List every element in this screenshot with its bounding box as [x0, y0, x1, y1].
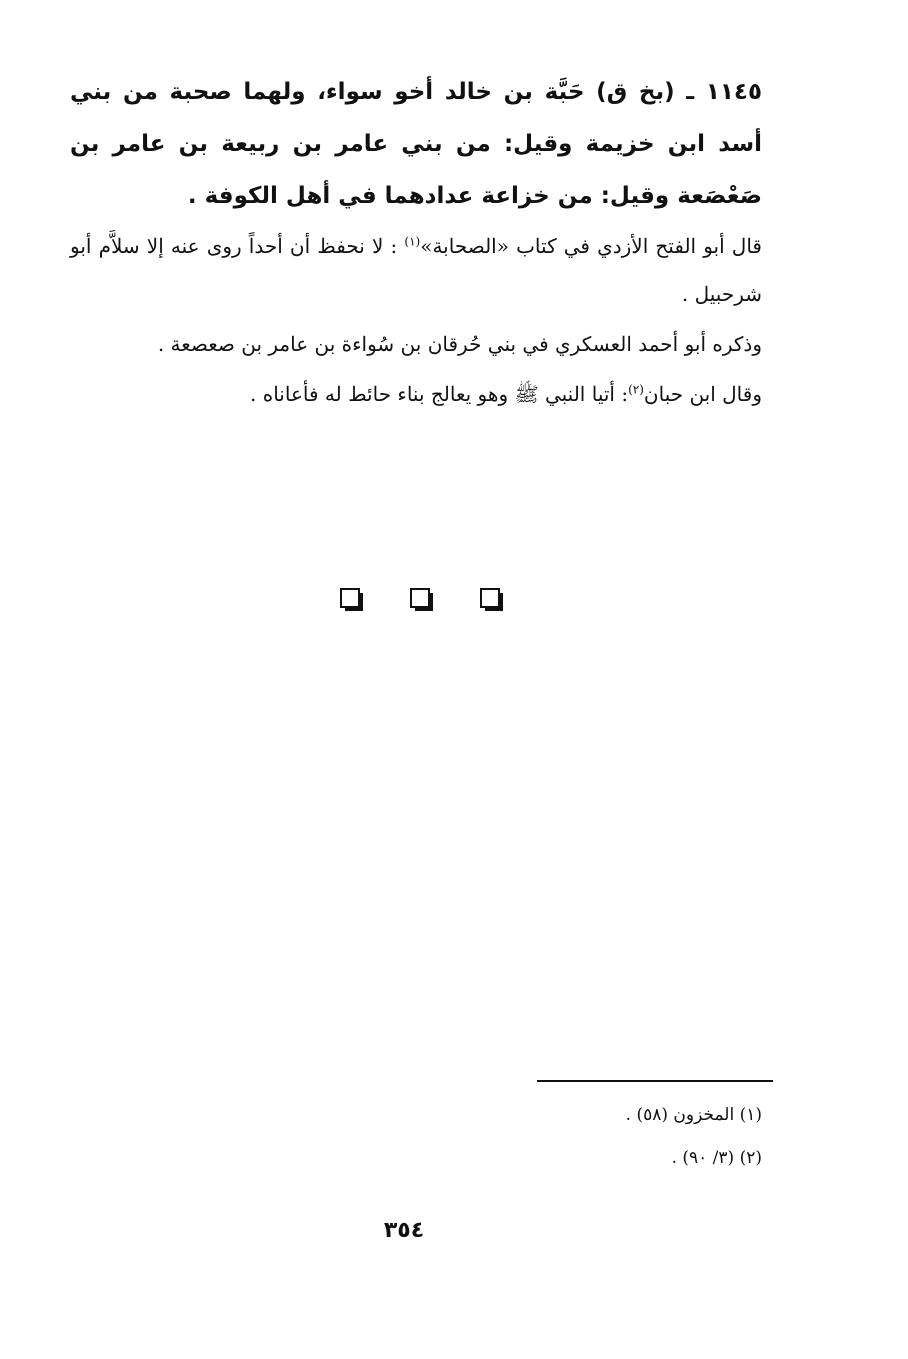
- square-ornament-icon: [410, 588, 430, 608]
- biography-entry: [70, 66, 762, 222]
- paragraph-text: : لا نحفظ أن أحداً روى عنه إلا سلاَّم أبو شرحبيل .: [70, 234, 762, 306]
- footnote-2: (٢) (٣/ ٩٠) .: [671, 1148, 762, 1168]
- paragraph-text: : أتيا النبي ﷺ وهو يعالج بناء حائط له فأعاناه .: [250, 382, 629, 406]
- paragraph-ibn-hibban: [70, 370, 762, 418]
- paragraph-azdi: [70, 222, 762, 318]
- entry-heading-text: ١١٤٥ ـ (بخ ق) حَبَّة بن خالد أخو سواء، ولهما صحبة من بني أسد ابن خزيمة وقيل: من بني عامر بن ربيعة بن عامر بن صَعْصَعة وقيل: من خزاعة عدادهما في أهل الكوفة .: [70, 79, 762, 209]
- square-ornament-icon: [480, 588, 500, 608]
- paragraph-askari: [70, 320, 762, 368]
- section-divider: [340, 588, 500, 612]
- page-number: ٣٥٤: [383, 1218, 425, 1243]
- footnote-1: (١) المخزون (٥٨) .: [625, 1105, 762, 1125]
- square-ornament-icon: [340, 588, 360, 608]
- paragraph-text: وذكره أبو أحمد العسكري في بني حُرقان بن سُواءة بن عامر بن صعصعة .: [157, 332, 762, 356]
- footnote-separator: [537, 1080, 773, 1082]
- footnote-ref-1[interactable]: (١): [404, 234, 421, 249]
- footnote-ref-2[interactable]: (٢): [628, 382, 644, 397]
- paragraph-text: قال أبو الفتح الأزدي في كتاب «الصحابة»: [420, 234, 762, 258]
- paragraph-text: وقال ابن حبان: [643, 382, 762, 406]
